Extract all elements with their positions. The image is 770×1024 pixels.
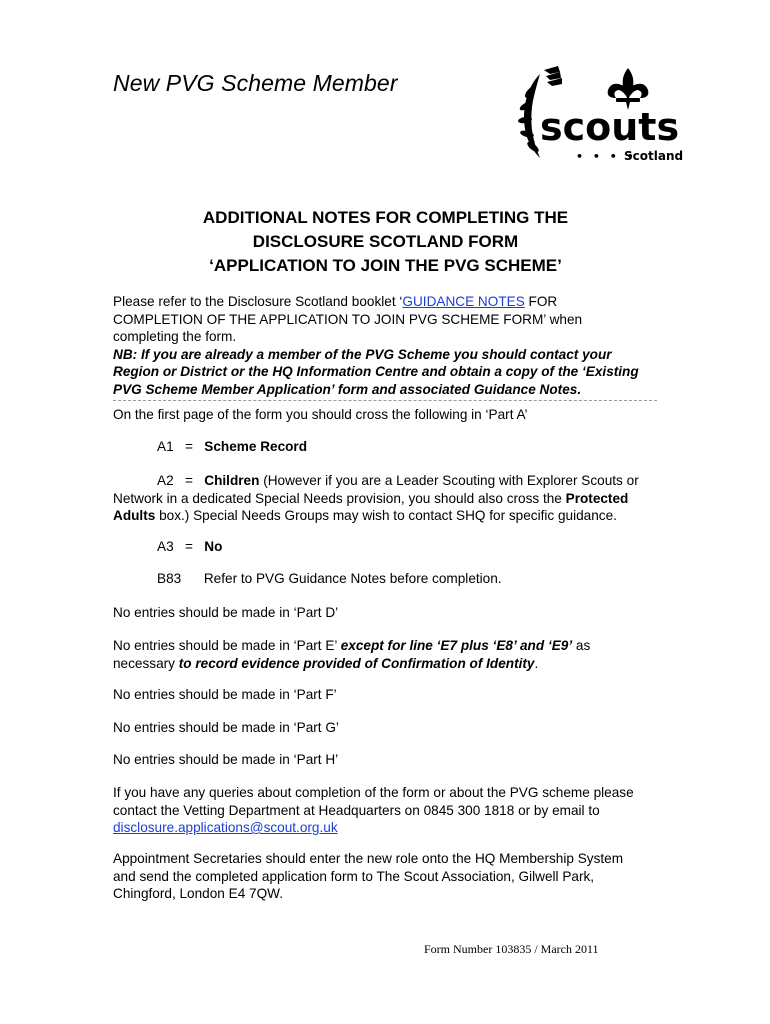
appointment-line-1: Appointment Secretaries should enter the new role onto the HQ Membership System [113,851,624,866]
appointment-line-2: and send the completed application form to The Scout Association, Gilwell Park, [113,868,595,884]
page-title: New PVG Scheme Member [113,70,398,96]
intro-paragraph [113,293,673,398]
b83-text: Refer to PVG Guidance Notes before completion. [203,571,502,586]
contact-line-2: contact the Vetting Department at Headquarters on 0845 300 1818 or by email to [113,802,600,818]
a1-value: Scheme Record [204,439,308,454]
a2-value: Children [204,473,260,488]
intro-line-3: completing the form. [113,329,237,344]
email-link[interactable]: disclosure.applications@scout.org.uk [113,820,338,835]
form-number: Form Number 103835 / March 2011 [424,942,599,956]
a2-note-2: Network in a dedicated Special Needs provision, you should also cross the [113,490,566,506]
a2-note-3: box.) Special Needs Groups may wish to contact SHQ for specific guidance. [155,508,617,523]
b83-code: B83 [157,571,182,586]
logo-subtext: Scotland [624,149,684,163]
logo-dots: • • • • [576,150,637,163]
appointment-paragraph [113,850,673,903]
a1-code: A1 [157,439,174,454]
document-heading [113,206,658,278]
intro-tail: FOR [524,294,558,309]
a2-protected: Protected [565,490,629,506]
a1-eq: = [184,439,193,454]
intro-lead: Please refer to the Disclosure Scotland booklet ‘ [113,294,403,309]
a2-note-1: (However if you are a Leader Scouting with Explorer Scouts or [259,473,639,488]
intro-line-2: COMPLETION OF THE APPLICATION TO JOIN PVG SCHEME FORM’ when [113,311,583,327]
part-f-note: No entries should be made in ‘Part F’ [113,687,337,702]
part-e-lead: No entries should be made in ‘Part E’ [113,638,341,653]
heading-line-1: ADDITIONAL NOTES FOR COMPLETING THE [202,208,569,227]
nb-line-1: NB: If you are already a member of the PVG Scheme you should contact your [113,346,612,362]
part-e-line-2c: . [534,655,539,671]
a3-code: A3 [157,539,174,554]
logo-wordmark: scouts [540,105,680,149]
scouts-scotland-logo [500,62,690,170]
part-e-line-2b: to record evidence provided of Confirmation of Identity [178,655,535,671]
heading-line-2: DISCLOSURE SCOTLAND FORM [252,232,519,251]
a2-eq: = [184,473,193,488]
heading-line-3: ‘APPLICATION TO JOIN THE PVG SCHEME’ [209,256,562,275]
a3-value: No [204,539,223,554]
divider [113,400,657,401]
a2-adults: Adults [113,508,156,523]
part-g-note: No entries should be made in ‘Part G’ [113,720,339,735]
part-e-line-2a: necessary [113,655,179,671]
a2-code: A2 [157,473,174,488]
b83-line [157,571,502,586]
appointment-line-3: Chingford, London E4 7QW. [113,886,284,901]
nb-line-3: PVG Scheme Member Application’ form and associated Guidance Notes. [113,381,582,397]
a1-line [157,439,307,454]
contact-line-1: If you have any queries about completion of the form or about the PVG scheme please [113,785,634,800]
fleur-de-lis-icon [500,62,690,170]
part-e-exception: except for line ‘E7 plus ‘E8’ and ‘E9’ [340,638,573,653]
part-h-note: No entries should be made in ‘Part H’ [113,752,339,767]
a2-paragraph [113,472,673,525]
part-e-tail: as [572,638,591,653]
contact-paragraph [113,784,673,837]
a3-eq: = [184,539,193,554]
guidance-notes-link[interactable]: GUIDANCE NOTES [402,294,525,309]
part-d-note: No entries should be made in ‘Part D’ [113,605,339,620]
nb-line-2: Region or District or the HQ Information Centre and obtain a copy of the ‘Existing [113,364,639,379]
part-a-intro: On the first page of the form you should cross the following in ‘Part A’ [113,407,528,422]
a3-line [157,539,222,554]
part-e-note [113,637,673,672]
